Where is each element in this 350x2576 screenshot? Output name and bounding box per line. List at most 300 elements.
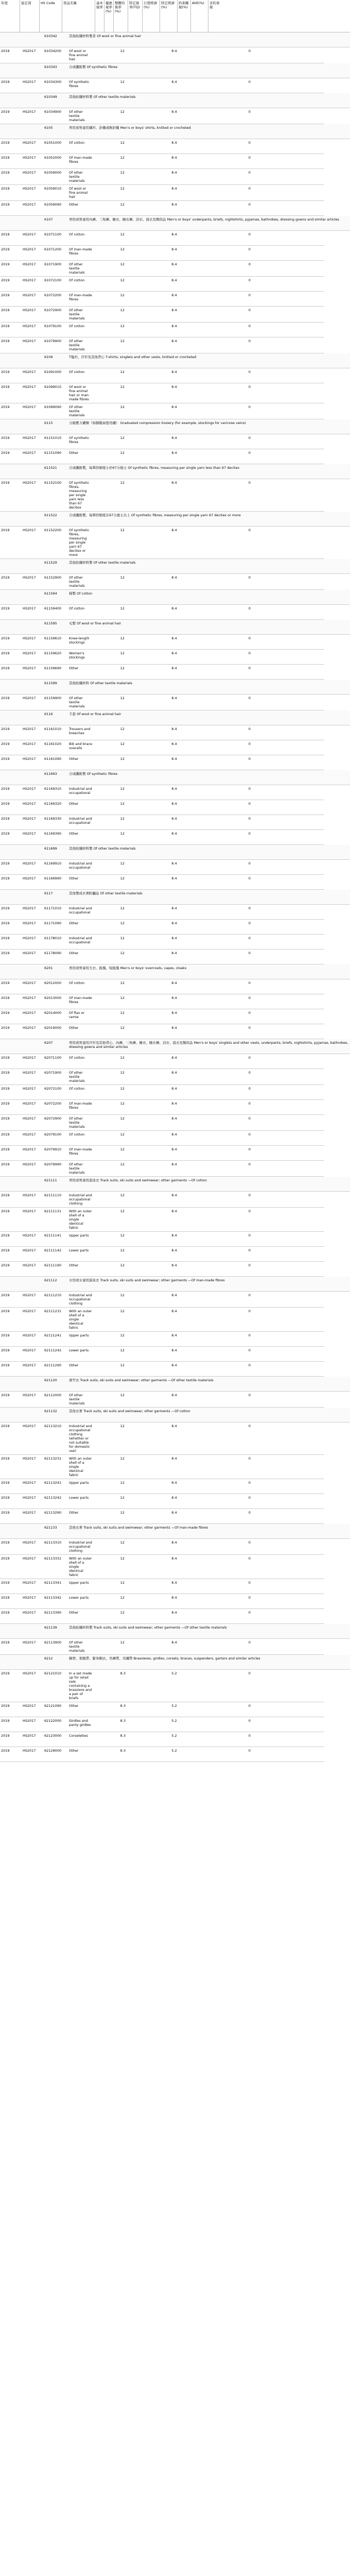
base-rate-cell: 12 — [119, 1292, 145, 1308]
empty-cell — [273, 785, 299, 800]
base-rate-cell: 12 — [119, 815, 145, 830]
heading-desc: 手套 Of wool or fine animal hair — [68, 710, 350, 725]
empty-cell — [145, 1579, 170, 1594]
empty-cell — [299, 246, 324, 261]
desc-cell: Other — [68, 920, 94, 935]
year-cell: 2019 — [0, 185, 22, 201]
pref-rate-cell: 8.4 — [170, 800, 196, 815]
empty-cell — [94, 830, 119, 845]
empty-cell — [299, 1494, 324, 1509]
empty-cell — [299, 875, 324, 890]
empty-cell — [94, 994, 119, 1009]
empty-cell — [94, 307, 119, 323]
heading-desc: 其他紡織材料製 Track suits, ski suits and swimwear; other garments —Of other textile materials — [68, 1624, 350, 1639]
base-rate-cell: 12 — [119, 1422, 145, 1455]
empty-cell — [222, 1732, 248, 1747]
table-row — [0, 964, 350, 979]
table-row — [0, 169, 350, 185]
hs-cell: HS2017 — [22, 277, 43, 292]
empty-cell — [299, 1455, 324, 1479]
empty-cell — [196, 1069, 222, 1085]
empty-cell — [94, 323, 119, 337]
base-rate-cell: 8.3 — [119, 1747, 145, 1762]
table-row — [0, 1594, 350, 1609]
base-rate-cell: 12 — [119, 277, 145, 292]
empty-cell — [222, 277, 248, 292]
year-cell — [0, 124, 22, 139]
hs-cell — [22, 890, 43, 905]
bound-rate-cell: 0 — [248, 1247, 273, 1262]
empty-cell — [273, 665, 299, 680]
empty-cell — [299, 740, 324, 755]
code-cell: 61059000 — [43, 169, 68, 185]
hs-cell: HS2017 — [22, 1670, 43, 1702]
bound-rate-cell: 0 — [248, 574, 273, 590]
heading-desc: 其他紡織材料製 Of other textile materials — [68, 559, 350, 574]
header-col: 特定稅率(TQ) — [128, 0, 142, 32]
empty-cell — [222, 755, 248, 770]
pref-rate-cell: 8.4 — [170, 1247, 196, 1262]
code-cell: 61071200 — [43, 246, 68, 261]
bound-rate-cell: 0 — [248, 231, 273, 246]
year-cell: 2019 — [0, 1509, 22, 1524]
empty-cell — [222, 1717, 248, 1732]
year-cell: 2019 — [0, 1146, 22, 1161]
bound-rate-cell: 0 — [248, 860, 273, 875]
empty-cell — [273, 1332, 299, 1347]
hs-cell: HS2017 — [22, 108, 43, 124]
desc-cell: Industrial and occupational — [68, 785, 94, 800]
empty-cell — [299, 950, 324, 964]
bound-rate-cell: 0 — [248, 1146, 273, 1161]
hs-cell: HS2017 — [22, 1232, 43, 1247]
base-rate-cell: 12 — [119, 1308, 145, 1332]
code-cell: 611699 — [43, 845, 68, 860]
desc-cell: Of other textile materials — [68, 574, 94, 590]
desc-cell: With an outer shell of a single identical fabric — [68, 1455, 94, 1479]
pref-rate-cell: 8.4 — [170, 277, 196, 292]
hs-cell — [22, 964, 43, 979]
empty-cell — [299, 830, 324, 845]
base-rate-cell: 12 — [119, 1232, 145, 1247]
base-rate-cell: 12 — [119, 292, 145, 307]
table-row — [0, 419, 350, 434]
code-cell: 621139 — [43, 1624, 68, 1639]
hs-cell: HS2017 — [22, 1208, 43, 1232]
empty-cell — [299, 1247, 324, 1262]
hs-cell — [22, 680, 43, 694]
pref-rate-cell: 5.2 — [170, 1717, 196, 1732]
hs-cell — [22, 419, 43, 434]
empty-cell — [299, 1422, 324, 1455]
empty-cell — [94, 725, 119, 740]
empty-cell — [222, 1247, 248, 1262]
empty-cell — [196, 1509, 222, 1524]
empty-cell — [299, 403, 324, 419]
empty-cell — [145, 979, 170, 994]
empty-cell — [273, 1131, 299, 1146]
table-row — [0, 479, 350, 512]
year-cell: 2019 — [0, 830, 22, 845]
desc-cell: Other — [68, 1362, 94, 1377]
pref-rate-cell: 8.4 — [170, 1332, 196, 1347]
heading-desc: 男用或男童用大衣、披風、短披風 Men's or boys' overcoats, capes, cloaks — [68, 964, 350, 979]
heading-desc: 胸罩、束腹帶、緊身胸衣、吊褲帶、吊襪帶 Brassieres, girdles, corsets, braces, suspenders, garters and similar articles — [68, 1655, 350, 1670]
pref-rate-cell: 8.4 — [170, 920, 196, 935]
desc-cell: Of cotton — [68, 979, 94, 994]
bound-rate-cell: 0 — [248, 201, 273, 216]
year-cell: 2019 — [0, 1494, 22, 1509]
base-rate-cell: 12 — [119, 905, 145, 920]
table-row — [0, 1161, 350, 1177]
empty-cell — [273, 1024, 299, 1039]
desc-cell: Of cotton — [68, 277, 94, 292]
empty-cell — [196, 1594, 222, 1609]
empty-cell — [145, 755, 170, 770]
table-row — [0, 1277, 350, 1292]
year-cell — [0, 620, 22, 635]
pref-rate-cell: 5.2 — [170, 1702, 196, 1717]
bound-rate-cell: 0 — [248, 1479, 273, 1494]
empty-cell — [196, 1292, 222, 1308]
empty-cell — [222, 169, 248, 185]
table-row — [0, 1555, 350, 1579]
hs-cell: HS2017 — [22, 875, 43, 890]
code-cell: 62019000 — [43, 1024, 68, 1039]
empty-cell — [196, 231, 222, 246]
empty-cell — [94, 383, 119, 403]
code-cell: 61091000 — [43, 368, 68, 383]
year-cell: 2019 — [0, 1594, 22, 1609]
code-cell: 62072100 — [43, 1085, 68, 1100]
empty-cell — [273, 1702, 299, 1717]
empty-cell — [196, 785, 222, 800]
pref-rate-cell: 8.4 — [170, 185, 196, 201]
table-row — [0, 770, 350, 785]
heading-desc: 其他紡織材料製 Of other textile materials — [68, 845, 350, 860]
base-rate-cell: 12 — [119, 434, 145, 449]
empty-cell — [299, 800, 324, 815]
empty-cell — [299, 1732, 324, 1747]
year-cell: 2019 — [0, 665, 22, 680]
hs-cell — [22, 216, 43, 231]
empty-cell — [273, 1594, 299, 1609]
desc-cell: Other — [68, 1747, 94, 1762]
empty-cell — [196, 1232, 222, 1247]
empty-cell — [145, 1609, 170, 1624]
pref-rate-cell: 8.4 — [170, 860, 196, 875]
empty-cell — [94, 875, 119, 890]
empty-cell — [196, 650, 222, 665]
bound-rate-cell: 0 — [248, 905, 273, 920]
year-cell — [0, 1408, 22, 1422]
desc-cell: Of cotton — [68, 1085, 94, 1100]
table-row — [0, 1131, 350, 1146]
year-cell: 2019 — [0, 383, 22, 403]
table-row — [0, 292, 350, 307]
empty-cell — [222, 1308, 248, 1332]
empty-cell — [145, 800, 170, 815]
empty-cell — [222, 231, 248, 246]
base-rate-cell: 12 — [119, 1054, 145, 1069]
pref-rate-cell: 8.4 — [170, 1024, 196, 1039]
table-row — [0, 755, 350, 770]
base-rate-cell: 12 — [119, 449, 145, 464]
hs-cell: HS2017 — [22, 1422, 43, 1455]
empty-cell — [299, 527, 324, 559]
table-row — [0, 1702, 350, 1717]
empty-cell — [273, 1392, 299, 1408]
empty-cell — [196, 185, 222, 201]
year-cell — [0, 710, 22, 725]
empty-cell — [299, 479, 324, 512]
table-row — [0, 246, 350, 261]
base-rate-cell: 12 — [119, 935, 145, 950]
empty-cell — [299, 755, 324, 770]
empty-cell — [222, 1009, 248, 1024]
table-row — [0, 1347, 350, 1362]
empty-cell — [222, 1594, 248, 1609]
empty-cell — [145, 1292, 170, 1308]
empty-cell — [94, 1422, 119, 1455]
empty-cell — [196, 1747, 222, 1762]
code-cell: 62121010 — [43, 1670, 68, 1702]
empty-cell — [145, 830, 170, 845]
base-rate-cell: 12 — [119, 1347, 145, 1362]
empty-cell — [299, 261, 324, 277]
empty-cell — [222, 650, 248, 665]
bound-rate-cell: 0 — [248, 920, 273, 935]
empty-cell — [222, 1332, 248, 1347]
header-col: HS Code — [39, 0, 62, 32]
empty-cell — [222, 694, 248, 710]
header-col: 特定經濟(%) — [160, 0, 177, 32]
table-row — [0, 47, 350, 63]
desc-cell: Of other textile materials — [68, 1639, 94, 1655]
empty-cell — [145, 139, 170, 154]
heading-desc: 其他製成衣著附屬品 Of other textile materials — [68, 890, 350, 905]
table-row — [0, 1054, 350, 1069]
empty-cell — [145, 1115, 170, 1131]
empty-cell — [299, 905, 324, 920]
pref-rate-cell: 8.4 — [170, 1392, 196, 1408]
empty-cell — [273, 78, 299, 93]
empty-cell — [273, 1262, 299, 1277]
empty-cell — [273, 800, 299, 815]
empty-cell — [273, 108, 299, 124]
heading-desc: 合成纖維製 Of synthetic fibres — [68, 770, 350, 785]
empty-cell — [273, 950, 299, 964]
year-cell: 2019 — [0, 1024, 22, 1039]
code-cell: 61169320 — [43, 800, 68, 815]
empty-cell — [299, 665, 324, 680]
empty-cell — [94, 1594, 119, 1609]
hs-cell: HS2017 — [22, 994, 43, 1009]
desc-cell: Of flax or ramie — [68, 1009, 94, 1024]
empty-cell — [145, 1717, 170, 1732]
empty-cell — [299, 1479, 324, 1494]
code-cell: 61169990 — [43, 875, 68, 890]
base-rate-cell: 12 — [119, 650, 145, 665]
pref-rate-cell: 8.4 — [170, 1131, 196, 1146]
pref-rate-cell: 8.4 — [170, 875, 196, 890]
code-cell: 6105 — [43, 124, 68, 139]
desc-cell: Upper parts — [68, 1479, 94, 1494]
hs-cell: HS2017 — [22, 1555, 43, 1579]
hs-cell: HS2017 — [22, 1347, 43, 1362]
desc-cell: Of cotton — [68, 231, 94, 246]
empty-cell — [196, 1161, 222, 1177]
empty-cell — [94, 1494, 119, 1509]
bound-rate-cell: 0 — [248, 479, 273, 512]
empty-cell — [196, 830, 222, 845]
empty-cell — [299, 605, 324, 620]
hs-cell: HS2017 — [22, 1747, 43, 1762]
empty-cell — [222, 323, 248, 337]
hs-cell — [22, 1277, 43, 1292]
empty-cell — [196, 1247, 222, 1262]
desc-cell: Upper parts — [68, 1332, 94, 1347]
bound-rate-cell: 0 — [248, 994, 273, 1009]
empty-cell — [222, 1494, 248, 1509]
empty-cell — [273, 920, 299, 935]
empty-cell — [273, 337, 299, 353]
empty-cell — [94, 1555, 119, 1579]
hs-cell: HS2017 — [22, 337, 43, 353]
hs-cell — [22, 124, 43, 139]
empty-cell — [299, 815, 324, 830]
pref-rate-cell: 8.4 — [170, 1555, 196, 1579]
year-cell: 2019 — [0, 292, 22, 307]
hs-cell: HS2017 — [22, 635, 43, 650]
year-cell: 2019 — [0, 1732, 22, 1747]
desc-cell: Of other textile materials — [68, 307, 94, 323]
pref-rate-cell: 8.4 — [170, 725, 196, 740]
empty-cell — [222, 785, 248, 800]
heading-desc: 合成纖維製，每單紗細度在67分德士以上 Of synthetic fibres, measuring per single yarn 67 decitex or more — [68, 512, 350, 527]
desc-cell: Corselettes — [68, 1732, 94, 1747]
hs-cell: HS2017 — [22, 905, 43, 920]
pref-rate-cell: 8.4 — [170, 694, 196, 710]
empty-cell — [222, 1069, 248, 1085]
code-cell: 62113341 — [43, 1579, 68, 1594]
hs-cell: HS2017 — [22, 1115, 43, 1131]
hs-cell — [22, 1524, 43, 1539]
empty-cell — [222, 1024, 248, 1039]
desc-cell: Other — [68, 875, 94, 890]
empty-cell — [222, 1146, 248, 1161]
empty-cell — [299, 635, 324, 650]
year-cell: 2019 — [0, 1717, 22, 1732]
empty-cell — [273, 1539, 299, 1555]
table-header — [0, 0, 350, 32]
desc-cell: Of other textile materials — [68, 1069, 94, 1085]
pref-rate-cell: 8.4 — [170, 1494, 196, 1509]
empty-cell — [299, 1392, 324, 1408]
hs-cell: HS2017 — [22, 785, 43, 800]
table-row — [0, 635, 350, 650]
bound-rate-cell: 0 — [248, 337, 273, 353]
desc-cell: Knee-length stockings — [68, 635, 94, 650]
empty-cell — [299, 1509, 324, 1524]
base-rate-cell: 12 — [119, 1161, 145, 1177]
empty-cell — [196, 1717, 222, 1732]
empty-cell — [94, 337, 119, 353]
empty-cell — [299, 1054, 324, 1069]
code-cell: 62122000 — [43, 1717, 68, 1732]
empty-cell — [145, 403, 170, 419]
pref-rate-cell: 8.4 — [170, 1262, 196, 1277]
pref-rate-cell: 8.4 — [170, 665, 196, 680]
heading-desc: T恤衫、汗衫及其他背心 T-shirts, singlets and other vests, knitted or crocheted — [68, 353, 350, 368]
pref-rate-cell: 8.4 — [170, 323, 196, 337]
hs-cell: HS2017 — [22, 979, 43, 994]
table-row — [0, 845, 350, 860]
base-rate-cell: 8.3 — [119, 1670, 145, 1702]
desc-cell: Of synthetic fibres — [68, 434, 94, 449]
empty-cell — [196, 815, 222, 830]
code-cell: 621120 — [43, 1377, 68, 1392]
code-cell: 62113210 — [43, 1422, 68, 1455]
code-cell: 62113231 — [43, 1455, 68, 1479]
year-cell: 2019 — [0, 78, 22, 93]
bound-rate-cell: 0 — [248, 1262, 273, 1277]
year-cell: 2019 — [0, 1247, 22, 1262]
base-rate-cell: 12 — [119, 1131, 145, 1146]
code-cell: 61059010 — [43, 185, 68, 201]
table-row — [0, 665, 350, 680]
bound-rate-cell: 0 — [248, 1392, 273, 1408]
pref-rate-cell: 8.4 — [170, 337, 196, 353]
pref-rate-cell: 8.4 — [170, 1594, 196, 1609]
empty-cell — [196, 860, 222, 875]
empty-cell — [196, 665, 222, 680]
base-rate-cell: 12 — [119, 994, 145, 1009]
empty-cell — [273, 574, 299, 590]
empty-cell — [273, 650, 299, 665]
empty-cell — [145, 337, 170, 353]
empty-cell — [94, 108, 119, 124]
year-cell: 2019 — [0, 337, 22, 353]
base-rate-cell: 12 — [119, 665, 145, 680]
code-cell: 61072200 — [43, 292, 68, 307]
year-cell: 2019 — [0, 108, 22, 124]
empty-cell — [299, 47, 324, 63]
empty-cell — [273, 815, 299, 830]
empty-cell — [273, 725, 299, 740]
empty-cell — [299, 1100, 324, 1115]
table-row — [0, 1509, 350, 1524]
bound-rate-cell: 0 — [248, 169, 273, 185]
empty-cell — [145, 1054, 170, 1069]
heading-desc: 分級壓力襪類（如靜脈曲張用襪） Graduated compression hosiery (for example, stockings for varicose veins) — [68, 419, 350, 434]
hs-cell: HS2017 — [22, 449, 43, 464]
empty-cell — [273, 860, 299, 875]
base-rate-cell: 12 — [119, 574, 145, 590]
year-cell — [0, 512, 22, 527]
hs-cell: HS2017 — [22, 725, 43, 740]
hs-cell: HS2017 — [22, 368, 43, 383]
year-cell: 2019 — [0, 1131, 22, 1146]
empty-cell — [273, 605, 299, 620]
empty-cell — [94, 905, 119, 920]
empty-cell — [273, 154, 299, 169]
table-row — [0, 185, 350, 201]
desc-cell: Industrial and occupational — [68, 860, 94, 875]
year-cell — [0, 1039, 22, 1054]
empty-cell — [145, 1494, 170, 1509]
table-row — [0, 1732, 350, 1747]
